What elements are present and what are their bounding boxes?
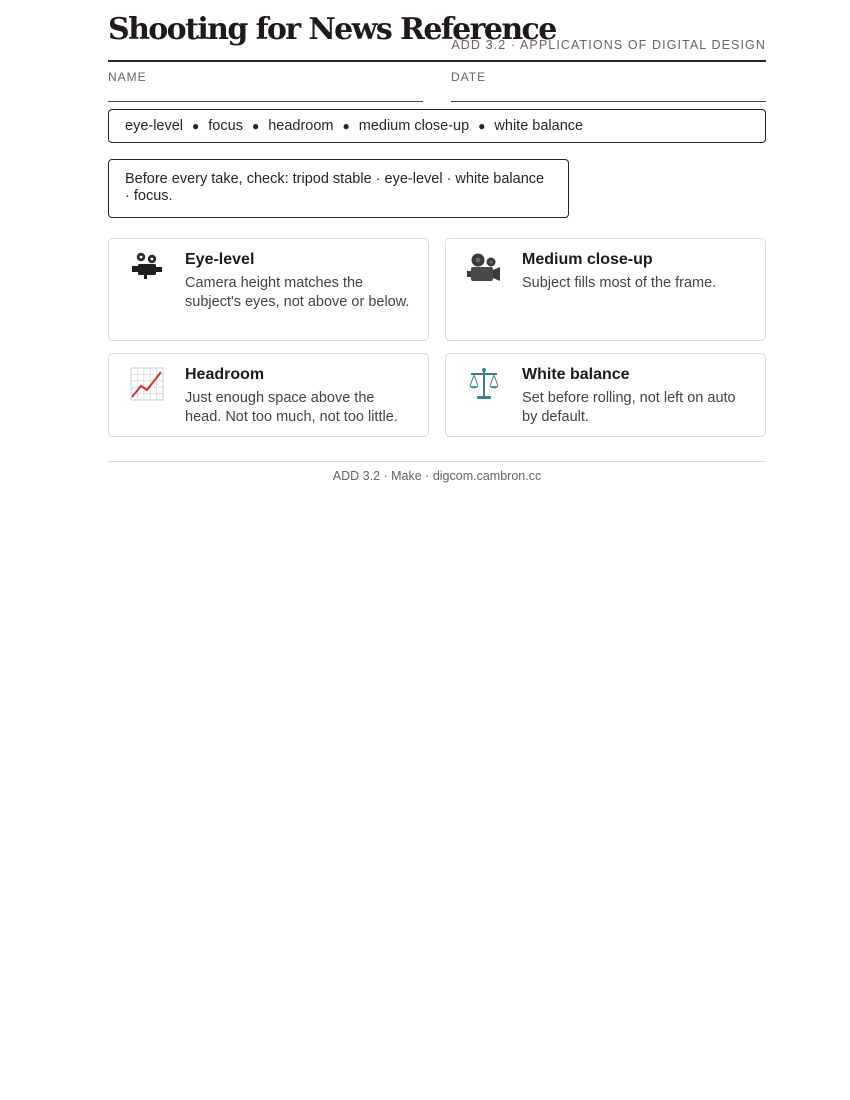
footer: ADD 3.2 · Make · digcom.cambron.cc [332,469,542,483]
card-white-balance [445,353,766,437]
date-field-label: DATE [451,70,487,84]
card-eye-level [108,238,429,341]
tag-separator: ● [192,119,200,133]
film-projector-icon [129,251,165,287]
card-description: Just enough space above the head. Not too much, not too little. [185,390,398,425]
movie-camera-icon [466,251,502,287]
worksheet-page [108,0,766,483]
tag-separator: ● [251,119,260,133]
tag-separator: ● [342,119,350,133]
card-title: Headroom [185,366,265,383]
footer-divider [108,461,766,462]
tag-item: medium close-up [358,118,470,134]
header [108,0,766,62]
card-headroom [108,353,429,437]
tag-separator: ● [478,119,486,133]
card-title: Eye-level [185,251,255,268]
tag-item: headroom [268,118,334,134]
tag-item: focus [208,118,243,134]
checklist-box: Before every take, check: tripod stable · eye-level · white balance · focus. [108,159,569,218]
balance-scale-icon [466,366,502,402]
card-description: Camera height matches the subject's eyes, not above or below. [185,275,410,310]
card-title: White balance [522,366,630,383]
student-fields [108,70,766,102]
name-field-label: NAME [108,70,147,84]
course-label: ADD 3.2 · APPLICATIONS OF DIGITAL DESIGN [451,38,766,52]
tag-item: eye-level [125,118,184,134]
card-title: Medium close-up [522,251,653,268]
chart-increasing-icon [129,366,165,402]
vocabulary-tags [108,109,766,143]
name-field[interactable] [108,70,423,102]
card-description: Subject fills most of the frame. [522,275,717,291]
page-title: Shooting for News Reference [108,12,556,47]
card-description: Set before rolling, not left on auto by default. [522,390,736,425]
date-field[interactable] [451,70,766,102]
card-medium-close-up [445,238,766,341]
tag-item: white balance [494,118,584,134]
